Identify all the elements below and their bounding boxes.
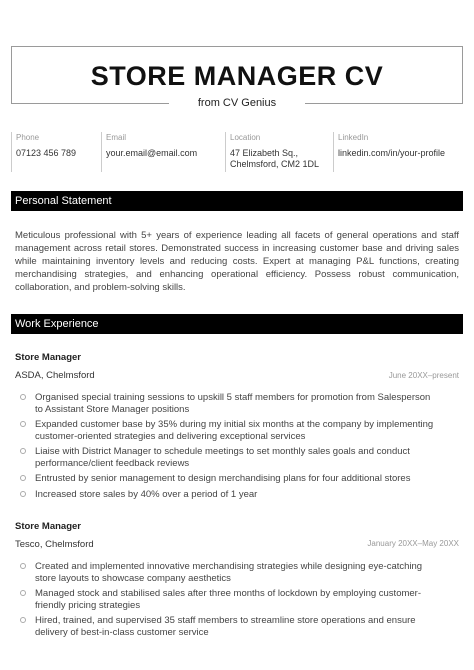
job-title: Store Manager bbox=[15, 352, 81, 363]
bullet-circle-icon bbox=[20, 421, 26, 427]
contact-linkedin-label: LinkedIn bbox=[338, 133, 369, 142]
contact-email bbox=[101, 132, 227, 172]
bullet-text: Created and implemented innovative merchandising strategies while designing eye-catching store layouts to showcase company aesthetics bbox=[35, 561, 423, 584]
page-subtitle: from CV Genius bbox=[197, 97, 277, 109]
bullet-text: Liaise with District Manager to schedule meetings to set monthly sales goals and conduct performance/client feedback reviews bbox=[35, 446, 410, 469]
bullet-text: Managed stock and stabilised sales after three months of lockdown by employing customer-friendly pricing strategies bbox=[35, 588, 422, 611]
bullet-text: Expanded customer base by 35% during my initial six months at the company by implementing customer-oriented strategies and delivering exceptional services bbox=[35, 419, 434, 442]
contact-phone-value: 07123 456 789 bbox=[16, 148, 77, 158]
bullet-text: Organised special training sessions to upskill 5 staff members for promotion from Salesperson to Assistant Store Manager positions bbox=[35, 392, 431, 415]
list-item bbox=[20, 615, 440, 638]
contact-location bbox=[225, 132, 333, 172]
work-experience-heading: Work Experience bbox=[11, 314, 463, 334]
job-company: ASDA, Chelmsford bbox=[15, 370, 95, 381]
job-dates: January 20XX–May 20XX bbox=[367, 539, 459, 548]
list-item bbox=[20, 419, 440, 442]
contact-email-value: your.email@email.com bbox=[106, 148, 198, 158]
list-item bbox=[20, 392, 440, 415]
job-title: Store Manager bbox=[15, 521, 81, 532]
personal-statement-heading: Personal Statement bbox=[11, 191, 463, 211]
job-bullets bbox=[20, 561, 440, 638]
bullet-text: Entrusted by senior management to design merchandising plans for four additional stores bbox=[35, 473, 411, 484]
job-company: Tesco, Chelmsford bbox=[15, 539, 94, 550]
contact-row bbox=[11, 132, 463, 172]
contact-location-value: 47 Elizabeth Sq., Chelmsford, CM2 1DL bbox=[230, 148, 320, 169]
bullet-circle-icon bbox=[20, 617, 26, 623]
bullet-circle-icon bbox=[20, 491, 26, 497]
bullet-text: Increased store sales by 40% over a period of 1 year bbox=[35, 488, 258, 500]
contact-linkedin bbox=[333, 132, 463, 172]
contact-linkedin-value: linkedin.com/in/your-profile bbox=[338, 148, 446, 158]
bullet-text: Hired, trained, and supervised 35 staff members to streamline store operations and ensure delivery of best-in-class customer service bbox=[35, 615, 416, 638]
list-item bbox=[20, 473, 440, 485]
bullet-circle-icon bbox=[20, 590, 26, 596]
contact-location-label: Location bbox=[230, 133, 261, 142]
list-item bbox=[20, 446, 440, 469]
bullet-circle-icon bbox=[20, 448, 26, 454]
bullet-circle-icon bbox=[20, 394, 26, 400]
bullet-circle-icon bbox=[20, 475, 26, 481]
list-item bbox=[20, 561, 440, 584]
job-dates: June 20XX–present bbox=[388, 371, 459, 380]
list-item bbox=[20, 489, 440, 501]
contact-email-label: Email bbox=[106, 133, 127, 142]
contact-phone bbox=[11, 132, 105, 172]
job-bullets bbox=[20, 392, 440, 500]
contact-phone-label: Phone bbox=[16, 133, 40, 142]
bullet-circle-icon bbox=[20, 563, 26, 569]
page-title: STORE MANAGER CV bbox=[90, 61, 384, 91]
list-item bbox=[20, 588, 440, 611]
personal-statement-text: Meticulous professional with 5+ years of experience leading all facets of general operations and staff management across retail stores. Demonstrated success in increasing customer base and driving sales while maintaining inventory levels and reducing costs. Expert at managing P&L functions, creating merchandising strategies, and enhancing operational efficiency. Possess robust communication, collaboration, and problem-solving skills. bbox=[15, 230, 459, 293]
